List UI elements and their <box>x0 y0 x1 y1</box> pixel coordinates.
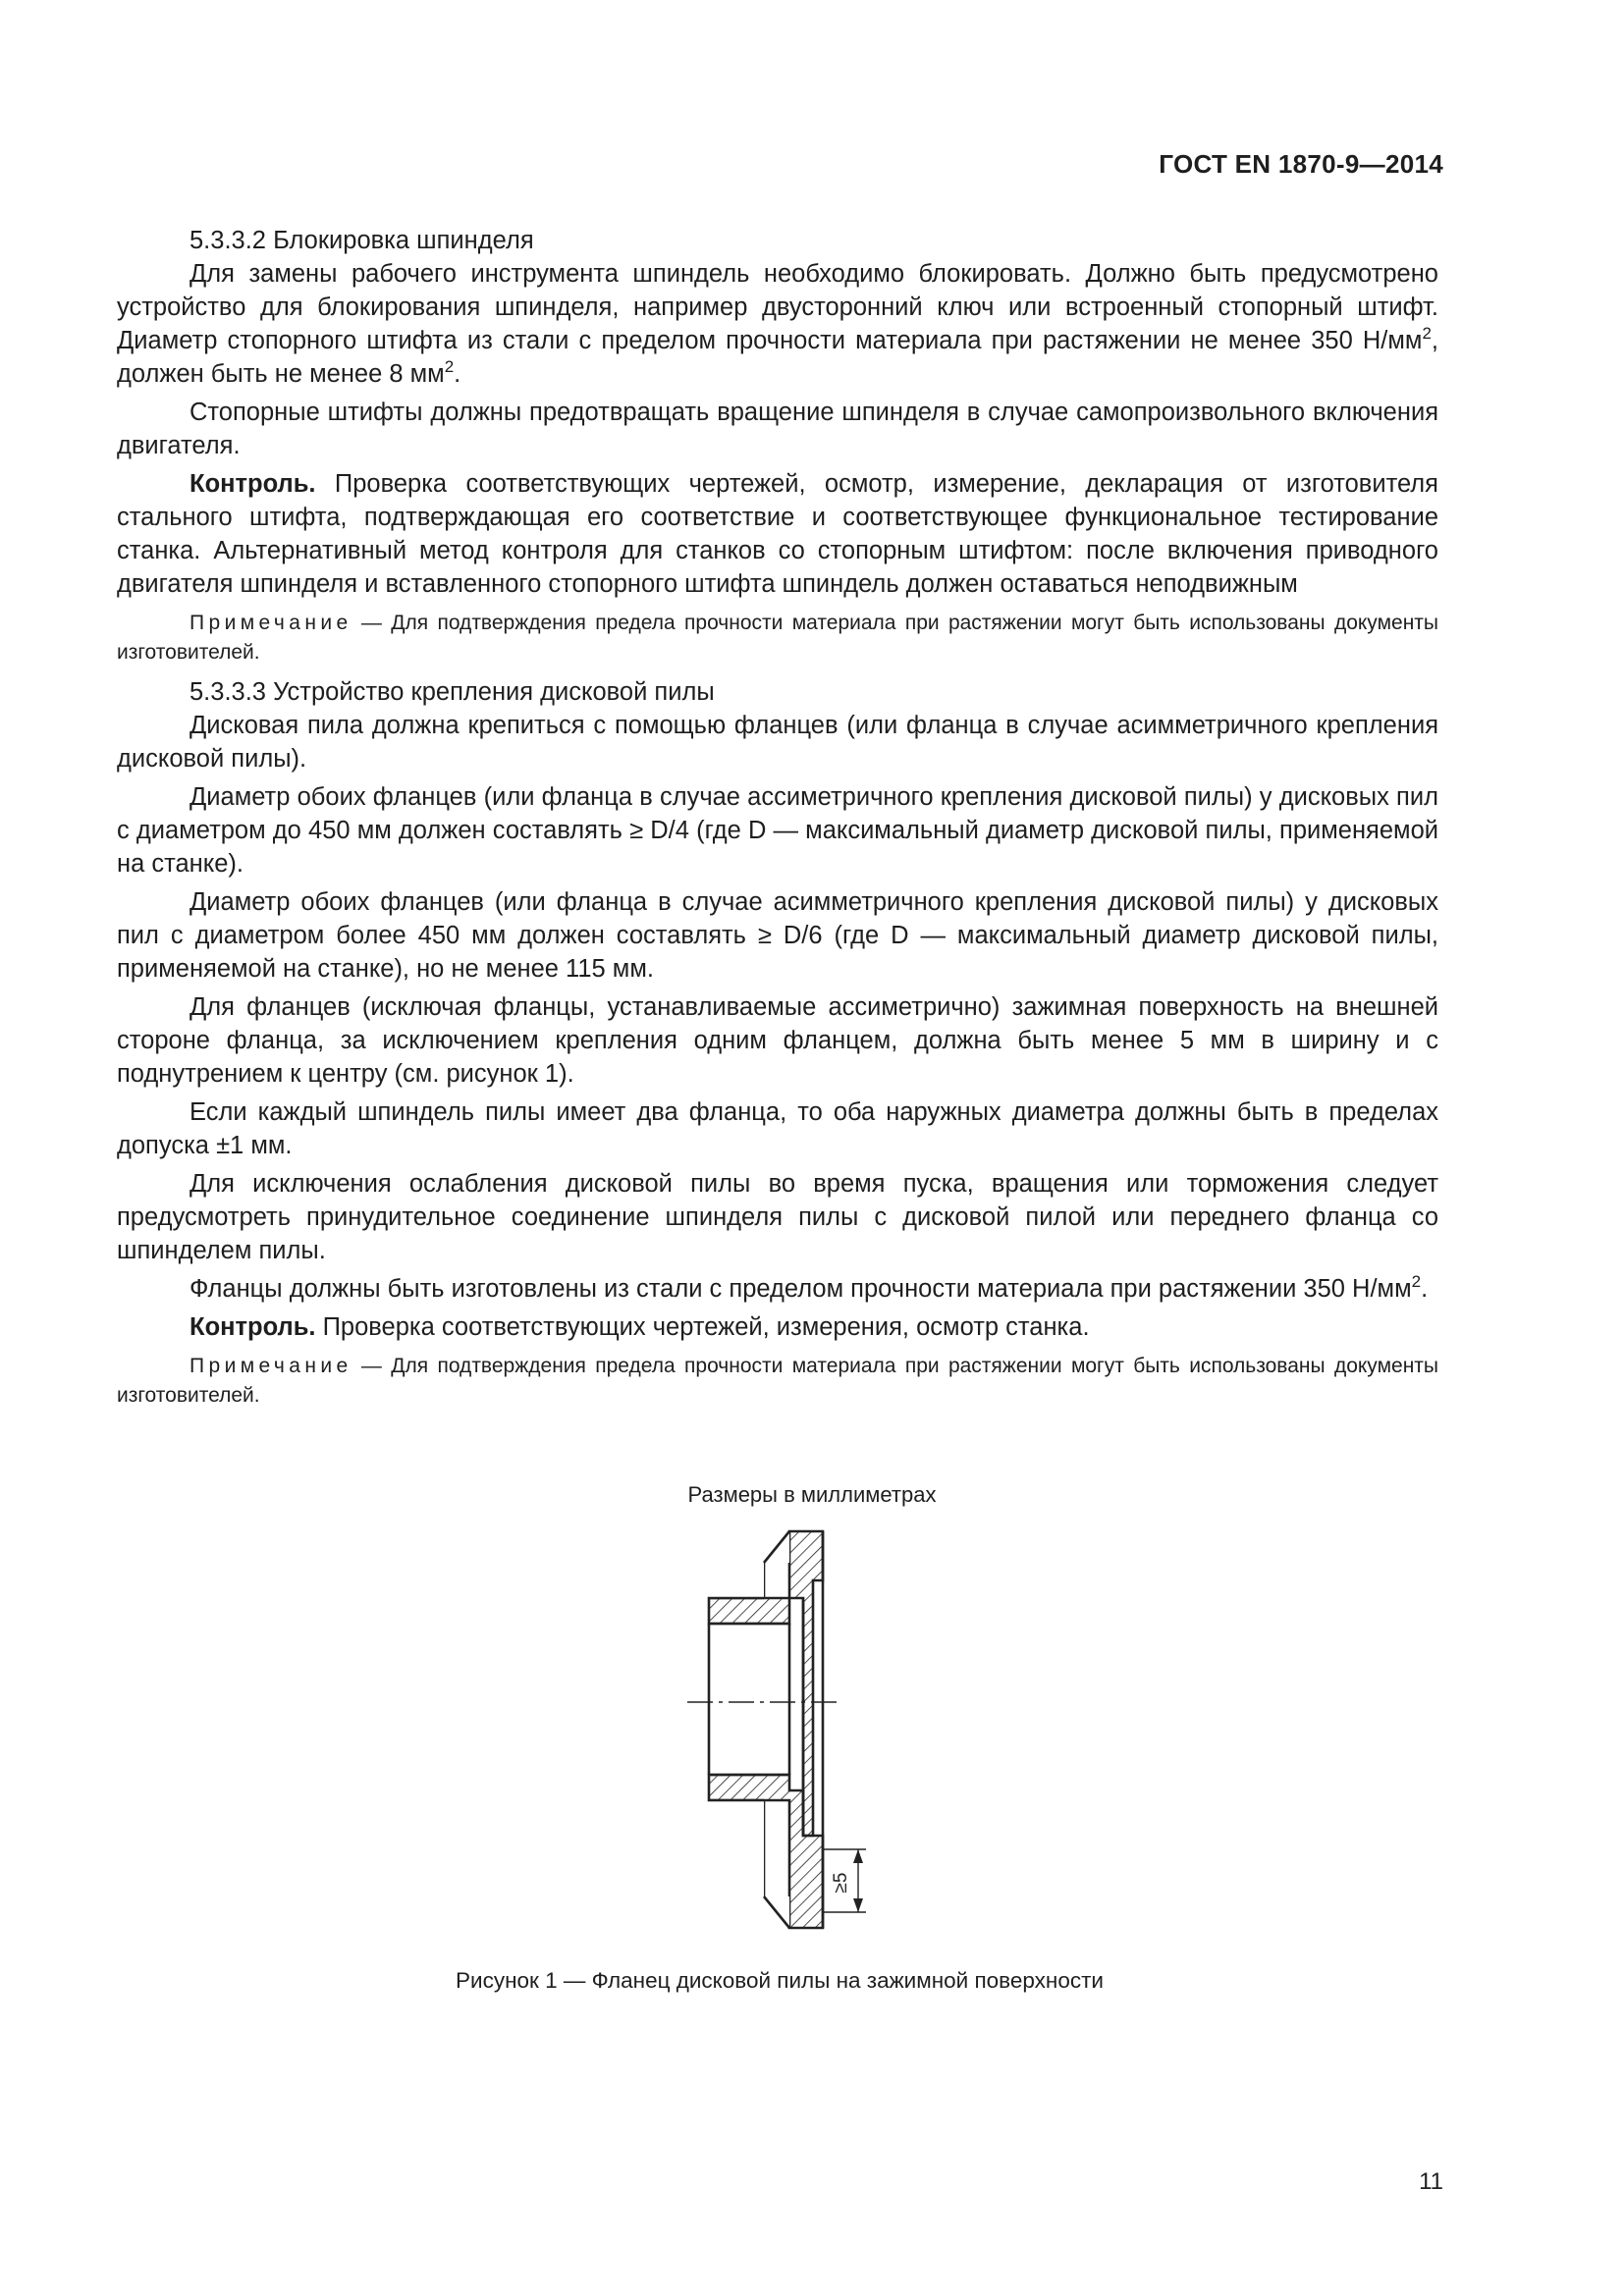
note-label: Примечание <box>189 1355 352 1377</box>
paragraph: Диаметр обоих фланцев (или фланца в случае асимметричного крепления дисковой пилы) у дисковых пил с диаметром более 450 мм должен составлять ≥ D/6 (где D — максимальный диаметр дисковой пилы, применяемой на станке), но не менее 115 мм. <box>117 888 1438 983</box>
paragraph: Если каждый шпиндель пилы имеет два фланца, то оба наружных диаметра должны быть в пределах допуска ±1 мм. <box>117 1098 1438 1159</box>
note: Примечание — Для подтверждения предела прочности материала при растяжении могут быть использованы документы изготовителей. <box>117 612 1438 664</box>
section-heading-5-3-3-3: 5.3.3.3 Устройство крепления дисковой пилы <box>189 678 715 706</box>
control-paragraph: Контроль. Проверка соответствующих чертежей, измерения, осмотр станка. <box>189 1313 1090 1341</box>
flange-drawing <box>648 1520 903 1951</box>
note-label: Примечание <box>189 612 352 634</box>
document-header: ГОСТ EN 1870-9—2014 <box>1159 149 1443 179</box>
paragraph: Для фланцев (исключая фланцы, устанавливаемые ассиметрично) зажимная поверхность на внешней стороне фланца, за исключением крепления одним фланцем, должна быть менее 5 мм в ширину и с поднутрением к центру (см. рисунок 1). <box>117 993 1438 1088</box>
paragraph: Для исключения ослабления дисковой пилы во время пуска, вращения или торможения следует предусмотреть принудительное соединение шпинделя пилы с дисковой пилой или переднего фланца со шпинделем пилы. <box>117 1170 1438 1264</box>
figure-caption: Рисунок 1 — Фланец дисковой пилы на зажимной поверхности <box>456 1968 1104 1993</box>
document-body <box>117 224 1438 1418</box>
note: Примечание — Для подтверждения предела прочности материала при растяжении могут быть использованы документы изготовителей. <box>117 1355 1438 1407</box>
dimension-label: ≥5 <box>831 1872 851 1894</box>
paragraph: Диаметр обоих фланцев (или фланца в случае ассиметричного крепления дисковой пилы) у дисковых пил с диаметром до 450 мм должен составлять ≥ D/4 (где D — максимальный диаметр дисковой пилы, применяемой на станке). <box>117 783 1438 878</box>
control-label: Контроль. <box>189 1313 316 1341</box>
control-label: Контроль. <box>189 470 316 498</box>
paragraph: Для замены рабочего инструмента шпиндель необходимо блокировать. Должно быть предусмотрено устройство для блокирования шпинделя, например двусторонний ключ или встроенный стопорный штифт. Диаметр стопорного штифта из стали с пределом прочности материала при растяжении не менее 350 $Н/мм^2$, должен быть не менее 8 $мм^2$. <box>117 260 1438 388</box>
paragraph: Дисковая пила должна крепиться с помощью фланцев (или фланца в случае асимметричного крепления дисковой пилы). <box>117 712 1438 773</box>
page-number: 11 <box>1419 2168 1443 2195</box>
figure-units-label: Размеры в миллиметрах <box>687 1482 937 1507</box>
section-heading-5-3-3-2: 5.3.3.2 Блокировка шпинделя <box>189 227 534 254</box>
control-paragraph: Контроль. Проверка соответствующих чертежей, осмотр, измерение, декларация от изготовителя стального штифта, подтверждающая его соответствие и соответствующее функциональное тестирование станка. Альтернативный метод контроля для станков со стопорным штифтом: после включения приводного двигателя шпинделя и вставленного стопорного штифта шпиндель должен оставаться неподвижным <box>117 470 1438 598</box>
paragraph: Стопорные штифты должны предотвращать вращение шпинделя в случае самопроизвольного включения двигателя. <box>117 399 1438 459</box>
paragraph: Фланцы должны быть изготовлены из стали с пределом прочности материала при растяжении 350 $Н/мм^2$. <box>189 1272 1429 1303</box>
